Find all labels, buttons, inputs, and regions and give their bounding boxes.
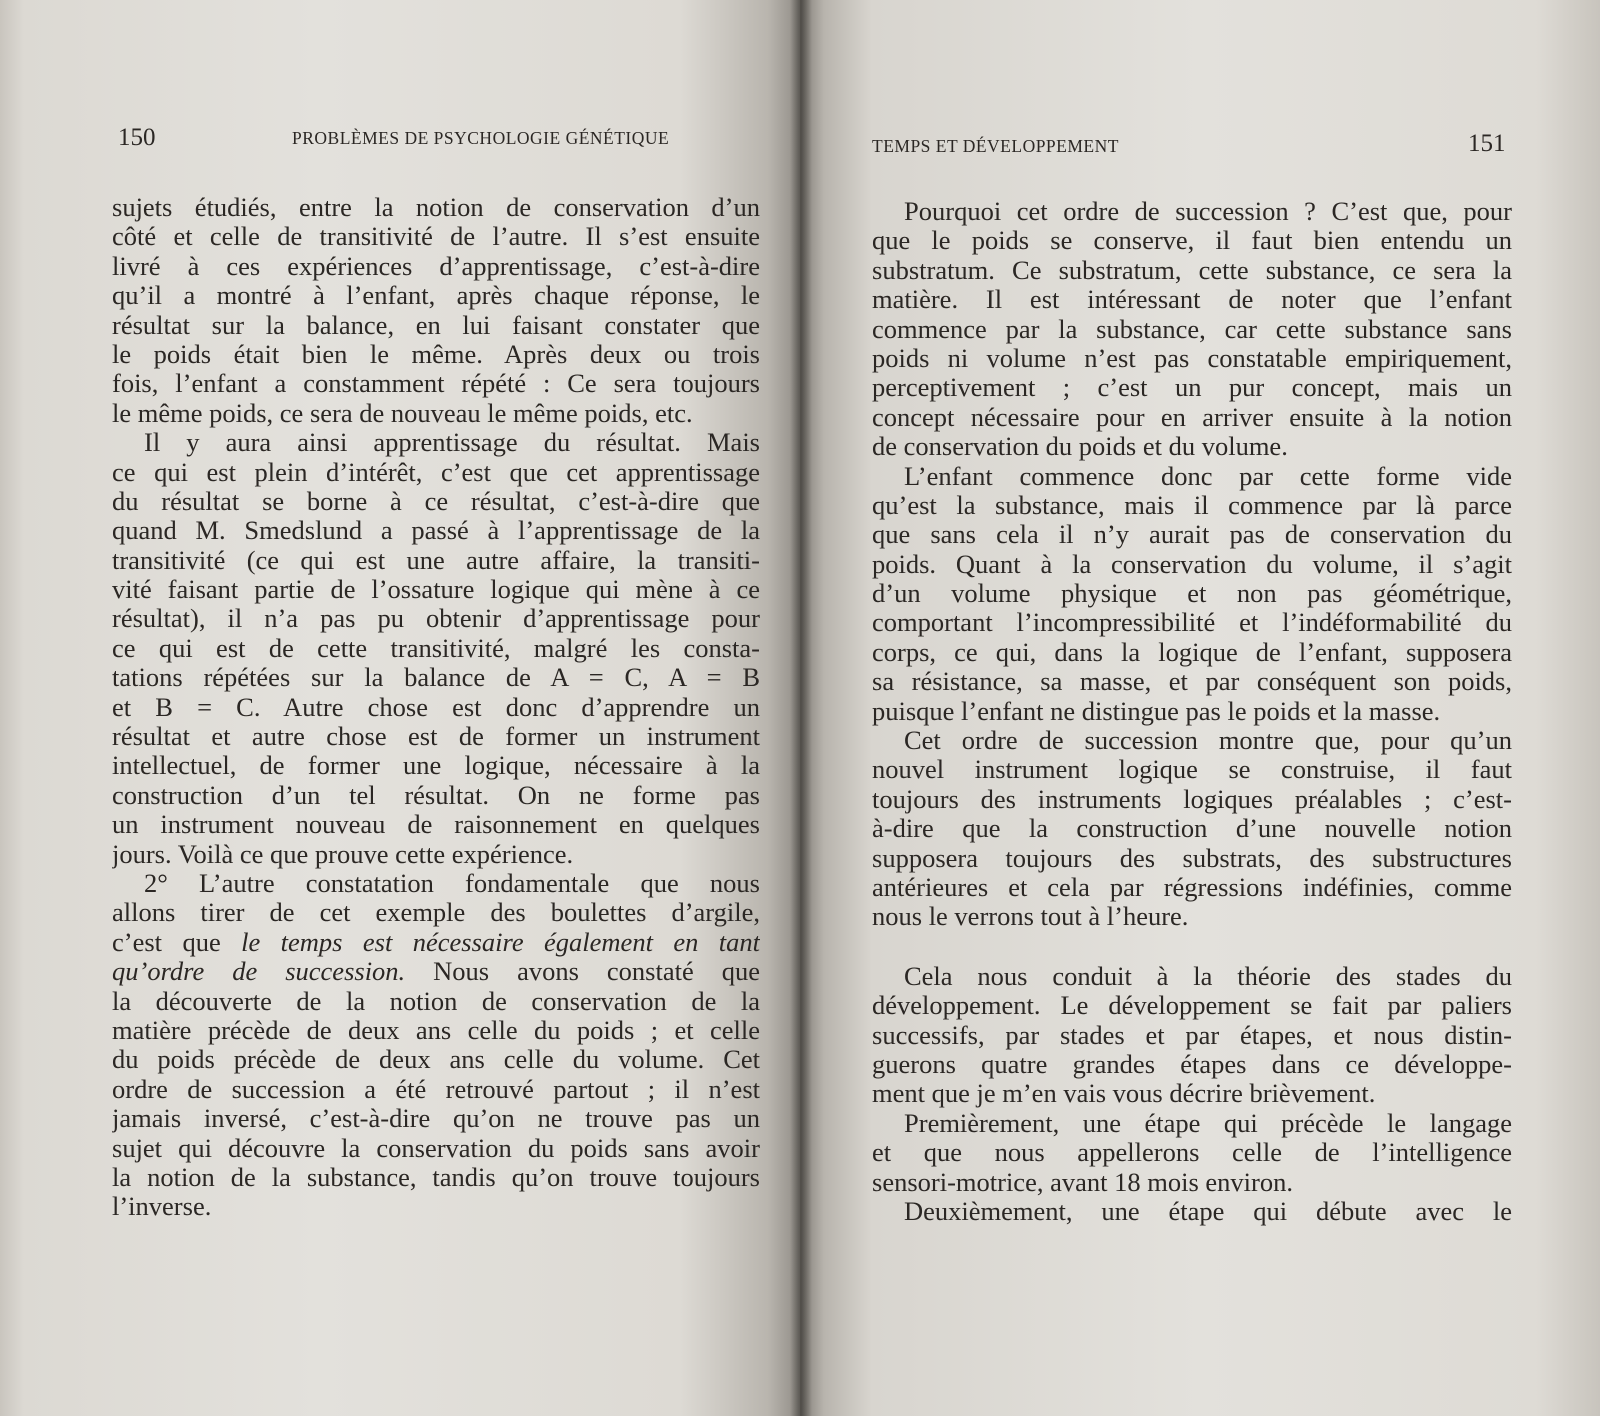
text-line: tations répétées sur la balance de A = C, A = B (112, 663, 760, 693)
left-text-block (112, 193, 760, 1222)
text-line: la notion de la substance, tandis qu’on trouve toujours (112, 1162, 760, 1192)
text-line: Cela nous conduit à la théorie des stades du (904, 961, 1512, 991)
text-line: sujet qui découvre la conservation du poids sans avoir (112, 1133, 760, 1163)
text-line: quand M. Smedslund a passé à l’apprentissage de la (112, 516, 760, 546)
text-line: Cet ordre de succession montre que, pour qu’un (904, 726, 1512, 756)
running-head-left: PROBLÈMES DE PSYCHOLOGIE GÉNÉTIQUE (292, 128, 670, 148)
text-line: du résultat se borne à ce résultat, c’est-à-dire que (112, 486, 760, 516)
text-line: l’inverse. (112, 1192, 212, 1222)
text-line: supposera toujours des substrats, des substructures (872, 843, 1512, 873)
text-fragment: c’est que (112, 927, 242, 957)
text-line: résultat), il n’a pas pu obtenir d’apprentissage pour (112, 604, 760, 634)
text-line: matière. Il est intéressant de noter que l’enfant (872, 285, 1512, 315)
page-number-left: 150 (118, 124, 156, 151)
text-line: résultat et autre chose est de former un instrument (112, 722, 760, 752)
text-line: poids ni volume n’est pas constatable empiriquement, (872, 343, 1512, 373)
text-line: corps, ce qui, dans la logique de l’enfant, supposera (872, 637, 1512, 667)
text-line: poids. Quant à la conservation du volume, il s’agit (872, 549, 1512, 579)
text-line: toujours des instruments logiques préalables ; c’est- (872, 784, 1512, 814)
text-line: concept nécessaire pour en arriver ensuite à la notion (872, 402, 1512, 432)
text-line: ce qui est plein d’intérêt, c’est que cet apprentissage (112, 457, 760, 487)
text-line: puisque l’enfant ne distingue pas le poids et la masse. (872, 696, 1441, 726)
text-line: Premièrement, une étape qui précède le langage (904, 1108, 1512, 1138)
text-line: antérieures et cela par régressions indéfinies, comme (872, 872, 1512, 902)
text-line: construction d’un tel résultat. On ne forme pas (112, 780, 760, 810)
text-line: 2° L’autre constatation fondamentale que nous (144, 868, 760, 898)
text-line: ment que je m’en vais vous décrire brièvement. (872, 1079, 1376, 1109)
text-line: que le poids se conserve, il faut bien entendu un (872, 226, 1512, 256)
right-page (800, 0, 1600, 1416)
text-line: allons tirer de cet exemple des boulettes d’argile, (112, 898, 760, 928)
running-head-right: TEMPS ET DÉVELOPPEMENT (872, 136, 1119, 156)
text-line-mixed (112, 928, 760, 957)
text-line: jamais inversé, c’est-à-dire qu’on ne trouve pas un (112, 1104, 760, 1134)
book-gutter (790, 0, 812, 1416)
text-line: sujets étudiés, entre la notion de conservation d’un (112, 193, 760, 222)
text-fragment: Nous avons constaté que (405, 957, 760, 987)
text-line: d’un volume physique et non pas géométrique, (872, 579, 1512, 609)
text-line: intellectuel, de former une logique, nécessaire à la (112, 751, 760, 781)
text-line: le même poids, ce sera de nouveau le même poids, etc. (112, 398, 693, 428)
text-line: ce qui est de cette transitivité, malgré les consta- (112, 633, 760, 663)
text-line: qu’il a montré à l’enfant, après chaque réponse, le (112, 281, 760, 311)
text-line: fois, l’enfant a constamment répété : Ce sera toujours (112, 369, 760, 399)
text-line: Deuxièmement, une étape qui débute avec le (904, 1196, 1512, 1226)
section-gap (872, 932, 1512, 962)
text-line: transitivité (ce qui est une autre affaire, la transiti- (112, 545, 760, 575)
text-line: Il y aura ainsi apprentissage du résultat. Mais (144, 428, 760, 458)
text-line: matière précède de deux ans celle du poids ; et celle (112, 1015, 760, 1045)
text-line: successifs, par stades et par étapes, et nous distin- (872, 1020, 1512, 1050)
text-line: à-dire que la construction d’une nouvelle notion (872, 814, 1512, 844)
text-line: et B = C. Autre chose est donc d’apprendre un (112, 692, 760, 722)
text-line: de conservation du poids et du volume. (872, 432, 1288, 462)
text-line: perceptivement ; c’est un pur concept, mais un (872, 373, 1512, 403)
text-line: Pourquoi cet ordre de succession ? C’est que, pour (904, 197, 1512, 226)
text-line: du poids précède de deux ans celle du volume. Cet (112, 1045, 760, 1075)
text-line: développement. Le développement se fait par paliers (872, 991, 1512, 1021)
text-line: nouvel instrument logique se construise, il faut (872, 755, 1512, 785)
text-line: guerons quatre grandes étapes dans ce développe- (872, 1049, 1512, 1079)
text-line: nous le verrons tout à l’heure. (872, 902, 1189, 932)
text-line: commence par la substance, car cette substance sans (872, 314, 1512, 344)
text-line: sa résistance, sa masse, et par conséquent son poids, (872, 667, 1512, 697)
italic-fragment: qu’ordre de succession. (112, 957, 406, 987)
text-line: la découverte de la notion de conservation de la (112, 986, 760, 1016)
text-line: qu’est la substance, mais il commence par là parce (872, 490, 1512, 520)
text-line: et que nous appellerons celle de l’intelligence (872, 1138, 1512, 1168)
text-line: côté et celle de transitivité de l’autre. Il s’est ensuite (112, 222, 760, 252)
text-line: sensori-motrice, avant 18 mois environ. (872, 1167, 1293, 1197)
text-line-mixed (112, 957, 760, 986)
text-line: vité faisant partie de l’ossature logique qui mène à ce (112, 575, 760, 605)
text-line: ordre de succession a été retrouvé partout ; il n’est (112, 1074, 760, 1104)
page-number-right: 151 (1468, 130, 1506, 157)
text-line: résultat sur la balance, en lui faisant constater que (112, 310, 760, 340)
italic-fragment: le temps est nécessaire également en tant (241, 927, 760, 957)
right-text-block (872, 197, 1512, 1226)
text-line: jours. Voilà ce que prouve cette expérience. (112, 839, 574, 869)
text-line: L’enfant commence donc par cette forme vide (904, 461, 1512, 491)
text-line: livré à ces expériences d’apprentissage, c’est-à-dire (112, 251, 760, 281)
text-line: un instrument nouveau de raisonnement en quelques (112, 810, 760, 840)
text-line: comportant l’incompressibilité et l’indéformabilité du (872, 608, 1512, 638)
text-line: substratum. Ce substratum, cette substance, ce sera la (872, 255, 1512, 285)
text-line: le poids était bien le même. Après deux ou trois (112, 339, 760, 369)
text-line: que sans cela il n’y aurait pas de conservation du (872, 520, 1512, 550)
